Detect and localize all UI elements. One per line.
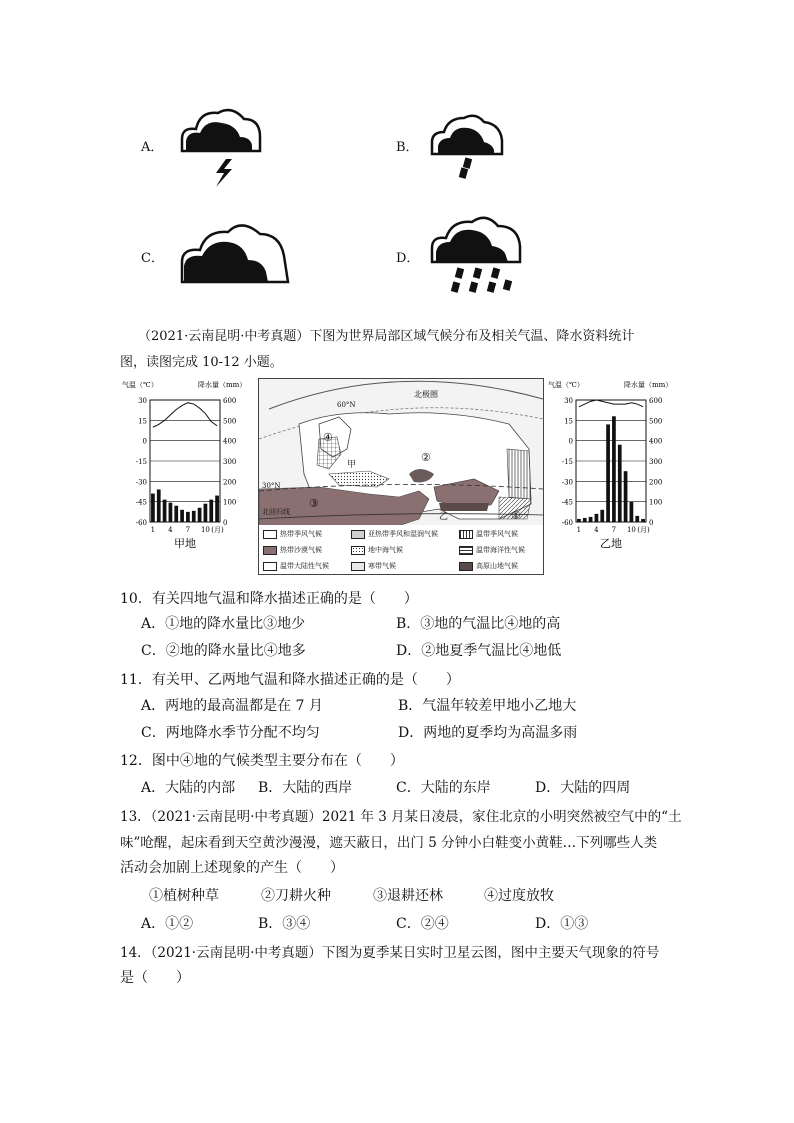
right-tick-label: 400 — [649, 437, 663, 446]
left-tick-label: -15 — [561, 458, 573, 466]
map-label-arctic: 北极圈 — [414, 390, 438, 399]
right-tick-label: 200 — [223, 478, 237, 487]
climate-map — [258, 378, 544, 575]
q10-option-b: B．③地的气温比④地的高 — [396, 616, 561, 632]
map-label-60n: 60°N — [337, 401, 356, 409]
q13-item-4: ④过度放牧 — [484, 888, 554, 904]
left-tick-label: -45 — [561, 498, 573, 507]
right-tick-label: 600 — [649, 397, 663, 405]
q10-option-d: D．②地夏季气温比④地低 — [396, 643, 562, 659]
question-12: 12．图中④地的气候类型主要分布在（ ） — [120, 753, 404, 769]
heavy-rain-icon — [428, 210, 524, 302]
precip-bar — [618, 445, 622, 522]
precip-bar — [589, 517, 593, 522]
right-tick-label: 300 — [649, 458, 663, 466]
left-tick-label: 30 — [138, 397, 147, 405]
left-tick-label: 15 — [138, 417, 147, 426]
question-14-line-1: 14．（2021·云南昆明·中考真题）下图为夏季某日实时卫星云图，图中主要天气现象的符号 — [120, 945, 660, 961]
right-tick-label: 300 — [223, 458, 237, 466]
x-tick-label: 7 — [185, 526, 191, 534]
precip-bar — [583, 518, 587, 522]
precip-bar — [612, 416, 616, 522]
q12-option-b: B．大陆的西岸 — [258, 780, 353, 796]
climate-chart-jia-svg — [120, 378, 250, 553]
right-tick-label: 200 — [649, 478, 663, 487]
right-tick-label: 400 — [223, 437, 237, 446]
option-b-label: B． — [396, 140, 419, 155]
legend-item: 寒带气候 — [351, 561, 396, 571]
question-13-line-2: 味”呛醒，起床看到天空黄沙漫漫，遮天蔽日，出门 5 分钟小白鞋变小黄鞋…下列哪些人类 — [120, 835, 658, 851]
precip-bar — [577, 519, 581, 522]
option-d-label: D． — [396, 251, 420, 266]
precip-bar — [174, 506, 178, 522]
precip-bar — [157, 489, 161, 522]
x-tick-label: 4 — [594, 526, 599, 534]
q12-option-d: D．大陆的四周 — [535, 780, 631, 796]
x-tick-label: 7 — [611, 526, 617, 534]
left-tick-label: -30 — [561, 478, 573, 487]
map-legend — [259, 525, 543, 574]
q13-item-1: ①植树种草 — [149, 888, 219, 904]
q11-option-d: D．两地的夏季均为高温多雨 — [398, 725, 578, 741]
legend-item: 温带大陆性气候 — [263, 561, 329, 571]
precip-bar — [600, 510, 604, 522]
x-tick-label: 10 — [200, 526, 210, 534]
right-tick-label: 0 — [223, 519, 228, 527]
q13-option-a: A．①② — [141, 916, 194, 932]
map-label-tropic: 北回归线 — [262, 508, 290, 516]
y-axis-left-title: 气温（℃） — [122, 381, 158, 389]
left-tick-label: -60 — [561, 519, 573, 527]
left-tick-label: -30 — [135, 478, 147, 487]
question-14-line-2: 是（ ） — [120, 970, 190, 986]
question-10: 10．有关四地气温和降水描述正确的是（ ） — [120, 591, 418, 607]
x-tick-label: 10 — [626, 526, 636, 534]
left-tick-label: -15 — [135, 458, 147, 466]
x-tick-label: 4 — [168, 526, 173, 534]
climate-chart-jia — [120, 378, 250, 553]
q10-option-a: A．①地的降水量比③地少 — [141, 616, 306, 632]
precip-bar — [180, 510, 184, 522]
climate-chart-yi-svg — [546, 378, 676, 553]
legend-item: 高原山地气候 — [459, 561, 518, 571]
precip-bar — [204, 504, 208, 522]
legend-item: 温带季风气候 — [459, 529, 518, 539]
q10-option-c: C．②地的降水量比④地多 — [141, 643, 306, 659]
overcast-icon — [176, 212, 292, 286]
question-13-line-3: 活动会加剧上述现象的产生（ ） — [120, 860, 344, 876]
legend-item: 亚热带季风和湿润气候 — [351, 529, 438, 539]
map-marker-4: ④ — [323, 431, 333, 444]
temperature-line — [153, 403, 217, 427]
light-rain-icon — [428, 108, 508, 182]
thunderstorm-icon — [176, 103, 266, 188]
q13-option-c: C．②④ — [396, 916, 449, 932]
map-marker-3: ③ — [309, 497, 319, 510]
precip-bar — [595, 514, 599, 522]
q13-item-3: ③退耕还林 — [373, 888, 443, 904]
right-tick-label: 600 — [223, 397, 237, 405]
right-tick-label: 500 — [649, 417, 663, 426]
q12-option-a: A．大陆的内部 — [141, 780, 236, 796]
precip-bar — [151, 494, 155, 522]
left-tick-label: -45 — [135, 498, 147, 507]
right-tick-label: 100 — [223, 498, 237, 507]
intro-line-2: 图，读图完成 10-12 小题。 — [120, 355, 283, 370]
precip-bar — [630, 502, 634, 522]
right-tick-label: 0 — [649, 519, 654, 527]
intro-line-1: （2021·云南昆明·中考真题）下图为世界局部区域气候分布及相关气温、降水资料统计 — [138, 329, 635, 344]
precip-bar — [215, 496, 219, 522]
y-axis-right-title: 降水量（mm） — [198, 381, 247, 389]
x-unit-label: (月) — [211, 526, 224, 534]
q13-option-d: D．①③ — [535, 916, 589, 932]
q13-item-2: ②刀耕火种 — [261, 888, 331, 904]
precip-bar — [163, 500, 167, 522]
left-tick-label: 0 — [568, 437, 573, 446]
legend-item: 热带沙漠气候 — [263, 545, 322, 555]
left-tick-label: 30 — [564, 397, 573, 405]
temperature-line — [579, 400, 643, 407]
x-unit-label: (月) — [637, 526, 650, 534]
q11-option-a: A．两地的最高温都是在 7 月 — [141, 698, 323, 714]
q11-option-c: C．两地降水季节分配不均匀 — [141, 725, 320, 741]
legend-item: 热带季风气候 — [263, 529, 322, 539]
climate-chart-yi — [546, 378, 676, 553]
precip-bar — [606, 424, 610, 522]
precip-bar — [169, 503, 173, 522]
y-axis-left-title: 气温（℃） — [548, 381, 584, 389]
x-tick-label: 1 — [576, 526, 582, 534]
q12-option-c: C．大陆的东岸 — [396, 780, 491, 796]
left-tick-label: -60 — [135, 519, 147, 527]
precip-bar — [192, 511, 196, 522]
map-label-30n: 30°N — [262, 482, 281, 490]
left-tick-label: 0 — [142, 437, 147, 446]
chart-title: 乙地 — [600, 537, 622, 550]
map-marker-2: ② — [421, 451, 431, 464]
x-tick-label: 1 — [150, 526, 156, 534]
map-marker-1: ① — [511, 509, 521, 522]
precip-bar — [624, 471, 628, 522]
precip-bar — [641, 519, 645, 522]
left-tick-label: 15 — [564, 417, 573, 426]
precip-bar — [635, 516, 639, 522]
q13-option-b: B．③④ — [258, 916, 311, 932]
y-axis-right-title: 降水量（mm） — [624, 381, 673, 389]
legend-item: 温带海洋性气候 — [459, 545, 525, 555]
question-11: 11．有关甲、乙两地气温和降水描述正确的是（ ） — [120, 672, 460, 688]
precip-bar — [198, 508, 202, 522]
question-13-line-1: 13．（2021·云南昆明·中考真题）2021 年 3 月某日凌晨，家住北京的小明突然被空气中的“土 — [120, 809, 682, 825]
chart-title: 甲地 — [174, 537, 196, 550]
map-label-jia: 甲 — [347, 460, 357, 470]
right-tick-label: 100 — [649, 498, 663, 507]
precip-bar — [209, 500, 213, 522]
option-c-label: C． — [141, 251, 164, 266]
legend-item: 地中海气候 — [351, 545, 403, 555]
q11-option-b: B．气温年较差甲地小乙地大 — [398, 698, 577, 714]
right-tick-label: 500 — [223, 417, 237, 426]
map-label-yi: 乙 — [439, 512, 449, 522]
option-a-label: A． — [141, 140, 164, 155]
precip-bar — [186, 512, 190, 522]
